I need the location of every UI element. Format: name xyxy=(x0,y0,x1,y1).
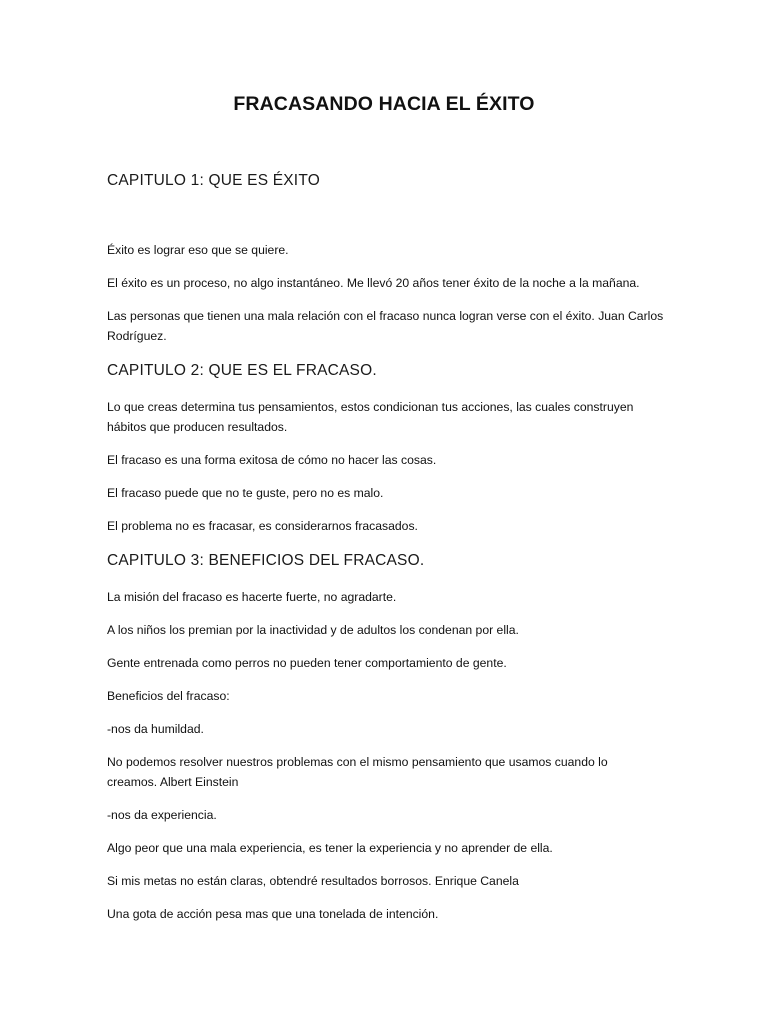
paragraph: A los niños los premian por la inactividad y de adultos los condenan por ella. xyxy=(107,623,519,637)
paragraph: Gente entrenada como perros no pueden tener comportamiento de gente. xyxy=(107,656,507,670)
paragraph: La misión del fracaso es hacerte fuerte, no agradarte. xyxy=(107,590,397,604)
paragraph: El fracaso puede que no te guste, pero no es malo. xyxy=(107,486,384,500)
chapter-2-heading: CAPITULO 2: QUE ES EL FRACASO. xyxy=(107,362,377,379)
paragraph: Una gota de acción pesa mas que una tonelada de intención. xyxy=(107,907,439,921)
paragraph: Algo peor que una mala experiencia, es tener la experiencia y no aprender de ella. xyxy=(107,841,553,855)
chapter-3-heading: CAPITULO 3: BENEFICIOS DEL FRACASO. xyxy=(107,552,425,569)
paragraph: El éxito es un proceso, no algo instantáneo. Me llevó 20 años tener éxito de la noche a la mañana. xyxy=(107,276,640,290)
paragraph: El fracaso es una forma exitosa de cómo no hacer las cosas. xyxy=(107,453,437,467)
paragraph: Las personas que tienen una mala relación con el fracaso nunca logran verse con el éxito. Juan Carlos Rodríguez. xyxy=(107,309,664,343)
paragraph: Éxito es lograr eso que se quiere. xyxy=(107,243,289,257)
paragraph: Beneficios del fracaso: xyxy=(107,689,230,703)
paragraph: Si mis metas no están claras, obtendré resultados borrosos. Enrique Canela xyxy=(107,874,519,888)
paragraph: -nos da humildad. xyxy=(107,722,204,736)
paragraph: No podemos resolver nuestros problemas con el mismo pensamiento que usamos cuando lo creamos. Albert Einstein xyxy=(107,755,608,789)
document-title: FRACASANDO HACIA EL ÉXITO xyxy=(233,93,535,115)
paragraph: -nos da experiencia. xyxy=(107,808,217,822)
chapter-1-heading: CAPITULO 1: QUE ES ÉXITO xyxy=(107,172,320,189)
paragraph: El problema no es fracasar, es considerarnos fracasados. xyxy=(107,519,418,533)
paragraph: Lo que creas determina tus pensamientos, estos condicionan tus acciones, las cuales construyen hábitos que producen resultados. xyxy=(107,400,634,434)
